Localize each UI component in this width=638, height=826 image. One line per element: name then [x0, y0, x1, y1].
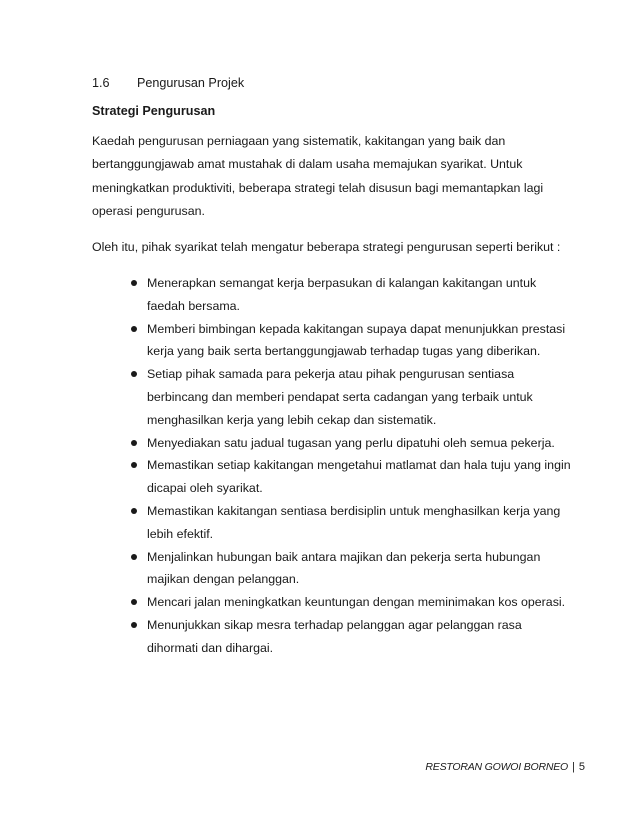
bullet-icon [131, 326, 137, 332]
strategy-list [92, 272, 602, 660]
list-item [92, 591, 602, 614]
intro-paragraph [92, 130, 552, 223]
list-item-line: Memberi bimbingan kepada kakitangan supaya dapat menunjukkan prestasi [147, 321, 566, 336]
list-item [92, 432, 602, 455]
page-footer [425, 761, 585, 773]
list-item-line: Menyediakan satu jadual tugasan yang perlu dipatuhi oleh semua pekerja. [147, 435, 555, 450]
list-item-line: Menerapkan semangat kerja berpasukan di kalangan kakitangan untuk [147, 276, 537, 290]
list-item-line: Setiap pihak samada para pekerja atau pihak pengurusan sentiasa [147, 367, 515, 382]
bullet-icon [131, 280, 137, 286]
bullet-icon [131, 599, 137, 605]
list-item-line: Menunjukkan sikap mesra terhadap pelanggan agar pelanggan rasa [147, 617, 522, 632]
section-title: Pengurusan Projek [137, 76, 245, 90]
list-item-line: faedah bersama. [147, 298, 240, 313]
list-item [92, 272, 602, 318]
paragraph-line: Oleh itu, pihak syarikat telah mengatur beberapa strategi pengurusan seperti berikut : [92, 240, 561, 254]
strategy-intro-paragraph [92, 236, 561, 259]
paragraph-line: operasi pengurusan. [92, 203, 205, 218]
bullet-icon [131, 440, 137, 446]
bullet-icon [131, 554, 137, 560]
bullet-icon [131, 622, 137, 628]
list-item-line: majikan dengan pelanggan. [147, 572, 300, 587]
list-item-line: Menjalinkan hubungan baik antara majikan dan pekerja serta hubungan [147, 549, 541, 564]
list-item-line: dicapai oleh syarikat. [147, 481, 263, 496]
list-item-line: Memastikan kakitangan sentiasa berdisiplin untuk menghasilkan kerja yang [147, 503, 561, 518]
bullet-icon [131, 371, 137, 377]
list-item [92, 614, 602, 660]
section-number: 1.6 [92, 76, 110, 90]
list-item-line: dihormati dan dihargai. [147, 640, 274, 655]
footer-title: RESTORAN GOWOI BORNEO [425, 761, 569, 773]
paragraph-line: Kaedah pengurusan perniagaan yang sistematik, kakitangan yang baik dan [92, 134, 506, 148]
list-item-line: kerja yang baik serta bertanggungjawab terhadap tugas yang diberikan. [147, 344, 541, 359]
list-item [92, 363, 602, 431]
list-item [92, 546, 602, 592]
list-item [92, 318, 602, 364]
list-item-line: Memastikan setiap kakitangan mengetahui matlamat dan hala tuju yang ingin [147, 458, 571, 473]
bullet-icon [131, 508, 137, 514]
list-item-line: Mencari jalan meningkatkan keuntungan dengan meminimakan kos operasi. [147, 595, 566, 610]
page-number: 5 [578, 761, 585, 773]
list-item-line: berbincang dan memberi pendapat serta cadangan yang terbaik untuk [147, 389, 533, 404]
list-item [92, 454, 602, 500]
list-item [92, 500, 602, 546]
paragraph-line: bertanggungjawab amat mustahak di dalam usaha memajukan syarikat. Untuk [92, 157, 523, 172]
subheading: Strategi Pengurusan [92, 104, 216, 118]
section-heading [92, 76, 244, 90]
paragraph-line: meningkatkan produktiviti, beberapa strategi telah disusun bagi memantapkan lagi [92, 180, 544, 195]
list-item-line: lebih efektif. [147, 526, 214, 541]
footer-separator: | [572, 761, 575, 773]
list-item-line: menghasilkan kerja yang lebih cekap dan sistematik. [147, 412, 437, 427]
bullet-icon [131, 462, 137, 468]
